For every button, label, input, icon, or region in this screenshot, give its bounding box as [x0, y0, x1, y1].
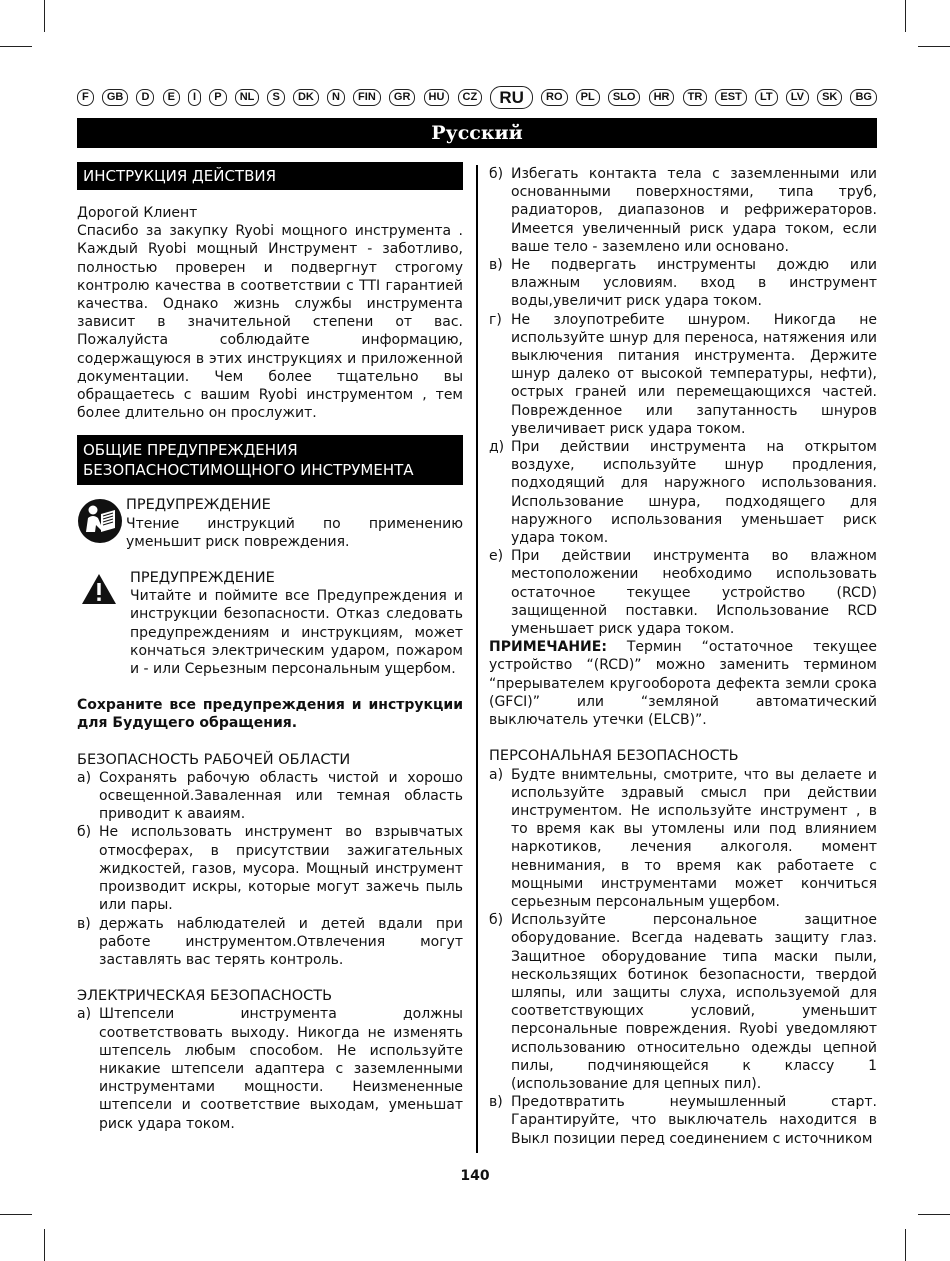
- read-manual-icon: [77, 496, 126, 551]
- list-item-marker: в): [77, 915, 91, 932]
- list-item: [77, 915, 463, 970]
- language-code: RU: [490, 86, 533, 109]
- list-item-marker: е): [489, 548, 504, 565]
- warning-general: [77, 569, 463, 678]
- right-column: [489, 165, 877, 1148]
- warning-title: ПРЕДУПРЕЖДЕНИЕ: [130, 570, 275, 587]
- list-item-text: Предотвратить неумышленный старт. Гарантируйте, что выключатель находится в Выкл позиции перед соединением с источником: [511, 1094, 877, 1147]
- section-title-operating-instructions: ИНСТРУКЦИЯ ДЕЙСТВИЯ: [77, 162, 463, 190]
- language-selector: [77, 87, 877, 107]
- electrical-safety-title: ЭЛЕКТРИЧЕСКАЯ БЕЗОПАСНОСТЬ: [77, 988, 333, 1005]
- list-item: [489, 256, 877, 311]
- warning-text: Читайте и поймите все Предупреждения и инструкции безопасности. Отказ следовать предупреждениям и инструкциям, может кончаться электрическим ударом, пожаром и - или Серьезным персональным ущербом.: [130, 588, 463, 678]
- list-item-marker: а): [77, 1006, 92, 1023]
- list-item-text: Избегать контакта тела с заземленными или основанными поверхностями, типа труб, радиаторов, диапазонов и рефрижераторов. Имеется увеличенный риск удара током, если ваше тело - заземлено или основано.: [511, 166, 877, 255]
- list-item-marker: д): [489, 439, 505, 456]
- language-banner: Русский: [77, 118, 877, 148]
- crop-mark: [44, 1229, 45, 1261]
- list-item-marker: в): [489, 257, 503, 274]
- language-code: FIN: [353, 89, 381, 106]
- list-item: [77, 769, 463, 824]
- crop-mark: [44, 0, 45, 32]
- left-column: [77, 165, 463, 1133]
- language-code: HR: [649, 89, 675, 106]
- crop-mark: [918, 46, 950, 47]
- list-item: [489, 1093, 877, 1148]
- note-text: Термин “остаточное текущее устройство “(RCD)” можно заменить термином “прерывателем кругооборота дефекта земли срока (GFCI)” или “земляной автоматический выключатель утечки (ELCB)”.: [489, 639, 877, 729]
- language-code: SLO: [608, 89, 641, 106]
- warning-read-manual: [77, 496, 463, 551]
- list-item: [489, 438, 877, 547]
- page-number: 140: [460, 1168, 490, 1184]
- language-code: E: [163, 89, 180, 106]
- list-item-marker: б): [489, 912, 504, 929]
- language-code: SK: [817, 89, 842, 106]
- language-code: LT: [755, 89, 778, 106]
- list-item-marker: а): [489, 766, 504, 783]
- list-item-text: Не злоупотребите шнуром. Никогда не используйте шнур для переноса, натяжения или выключения питания инструмента. Держите шнур далеко от высокой температуры, нефти), острых граней или перемещающихся частей. Поврежденное или запутанность шнуров увеличивает риск удара током.: [511, 311, 877, 437]
- language-code: D: [136, 89, 154, 106]
- language-code: HU: [424, 89, 450, 106]
- crop-mark: [0, 1214, 32, 1215]
- warning-text: Чтение инструкций по применению уменьшит риск повреждения.: [126, 515, 463, 550]
- list-item: [489, 311, 877, 438]
- work-area-list: [77, 769, 463, 969]
- personal-safety-title: ПЕРСОНАЛЬНАЯ БЕЗОПАСНОСТЬ: [489, 748, 739, 765]
- language-code: GR: [389, 89, 416, 106]
- list-item-marker: г): [489, 311, 502, 328]
- list-item-text: При действии инструмента во влажном местоположении необходимо использовать остаточное текущее устройство (RCD) защищенной поставки. Использование RCD уменьшает риск удара током.: [511, 548, 877, 638]
- list-item: [77, 823, 463, 914]
- language-code: CZ: [458, 89, 483, 106]
- list-item: [489, 547, 877, 638]
- list-item-marker: б): [77, 824, 92, 841]
- list-item-text: Не подвергать инструменты дождю или влажным условиям. вход в инструмент воды,увеличит риск удара током.: [511, 257, 877, 310]
- language-code: I: [188, 89, 201, 106]
- crop-mark: [918, 1214, 950, 1215]
- section-title-line: БЕЗОПАСНОСТИМОЩНОГО ИНСТРУМЕНТА: [83, 461, 414, 480]
- list-item-text: Не использовать инструмент во взрывчатых отмосферах, в присутствии зажигательных жидкостей, газов, мусора. Мощный инструмент производит искры, которые могут зажечь пыль или пары.: [99, 824, 463, 914]
- greeting: Дорогой Клиент: [77, 205, 198, 221]
- list-item-marker: в): [489, 1094, 503, 1111]
- warning-triangle-icon: [77, 569, 130, 678]
- note-label: ПРИМЕЧАНИЕ:: [489, 639, 607, 656]
- language-code: GB: [102, 89, 129, 106]
- language-code: P: [209, 89, 226, 106]
- list-item-text: Используйте персональное защитное оборудование. Всегда надевать защиту глаз. Защитное оборудование типа маски пыли, нескользящих ботинок безопасности, твердой шляпы, или защиты слуха, используемой для соответствующих условий, уменьшит персональные повреждения. Ryobi уведомляют использованию относительно одежды цепной пилы, подчиняющейся к классу 1 (использование для цепных пил).: [511, 912, 877, 1092]
- list-item-marker: а): [77, 769, 92, 786]
- electrical-list: [77, 1005, 463, 1132]
- language-code: BG: [850, 89, 877, 106]
- list-item: [489, 165, 877, 256]
- note-paragraph: [489, 638, 877, 729]
- crop-mark: [0, 46, 32, 47]
- language-code: RO: [541, 89, 568, 106]
- list-item-text: Будте внимтельны, смотрите, что вы делаете и используйте здравый смысл при действии инструментом. Не используйте инструмент , в то время как вы утомлены или под влиянием наркотиков, лечения алкоголя. момент невнимания, в то время как работаете с мощными инструментами может кончиться серьезным персональным ущербом.: [511, 766, 877, 910]
- electrical-list-continued: [489, 165, 877, 638]
- language-code: S: [267, 89, 284, 106]
- language-code: NL: [235, 89, 260, 106]
- section-title-general-warnings: [77, 435, 463, 485]
- work-area-safety-title: БЕЗОПАСНОСТЬ РАБОЧЕЙ ОБЛАСТИ: [77, 751, 351, 768]
- list-item-marker: б): [489, 166, 504, 182]
- column-divider: [476, 165, 478, 1153]
- language-code: LV: [786, 89, 809, 106]
- language-code: DK: [293, 89, 319, 106]
- language-code: F: [77, 89, 94, 106]
- language-code: PL: [576, 89, 600, 106]
- intro-paragraph: Спасибо за закупку Ryobi мощного инструмента . Каждый Ryobi мощный Инструмент - заботливо, полностью проверен и подвергнут строгому контролю качества в соответствии с TTI гарантией качества. Однако жизнь службы инструмента зависит в значительной степени от вас. Пожалуйста соблюдайте информацию, содержащуюся в этих инструкциях и приложенной документации. Чем более тщательно вы обращаетесь с вашим Ryobi инструментом , тем более длительно он прослужит.: [77, 223, 463, 422]
- list-item: [77, 1005, 463, 1132]
- crop-mark: [905, 1229, 906, 1261]
- list-item-text: При действии инструмента на открытом воздухе, используйте шнур продления, подходящий для наружного использования. Использование шнура, подходящего для наружного использования уменьшает риск удара током.: [511, 439, 877, 547]
- language-code: N: [327, 89, 345, 106]
- list-item-text: Сохранять рабочую область чистой и хорошо освещенной.Заваленная или темная область приводит к аваиям.: [99, 769, 463, 823]
- crop-mark: [905, 0, 906, 32]
- language-code: TR: [683, 89, 708, 106]
- list-item-text: держать наблюдателей и детей вдали при работе инструментом.Отвлечения могут заставлять вас терять контроль.: [99, 915, 463, 968]
- personal-safety-list: [489, 766, 877, 1148]
- language-code: EST: [715, 89, 746, 106]
- section-title-line: ОБЩИЕ ПРЕДУПРЕЖДЕНИЯ: [83, 441, 298, 460]
- list-item: [489, 766, 877, 912]
- list-item: [489, 911, 877, 1093]
- warning-title: ПРЕДУПРЕЖДЕНИЕ: [126, 497, 271, 514]
- save-instructions-note: Сохраните все предупреждения и инструкции для Будущего обращения.: [77, 697, 463, 732]
- list-item-text: Штепсели инструмента должны соответствовать выходу. Никогда не изменять штепсель любым способом. Не используйте никакие штепсели адаптера с заземленными инструментами мощности. Неизмененные штепсели и соответствие выходам, уменьшат риск удара током.: [99, 1006, 463, 1132]
